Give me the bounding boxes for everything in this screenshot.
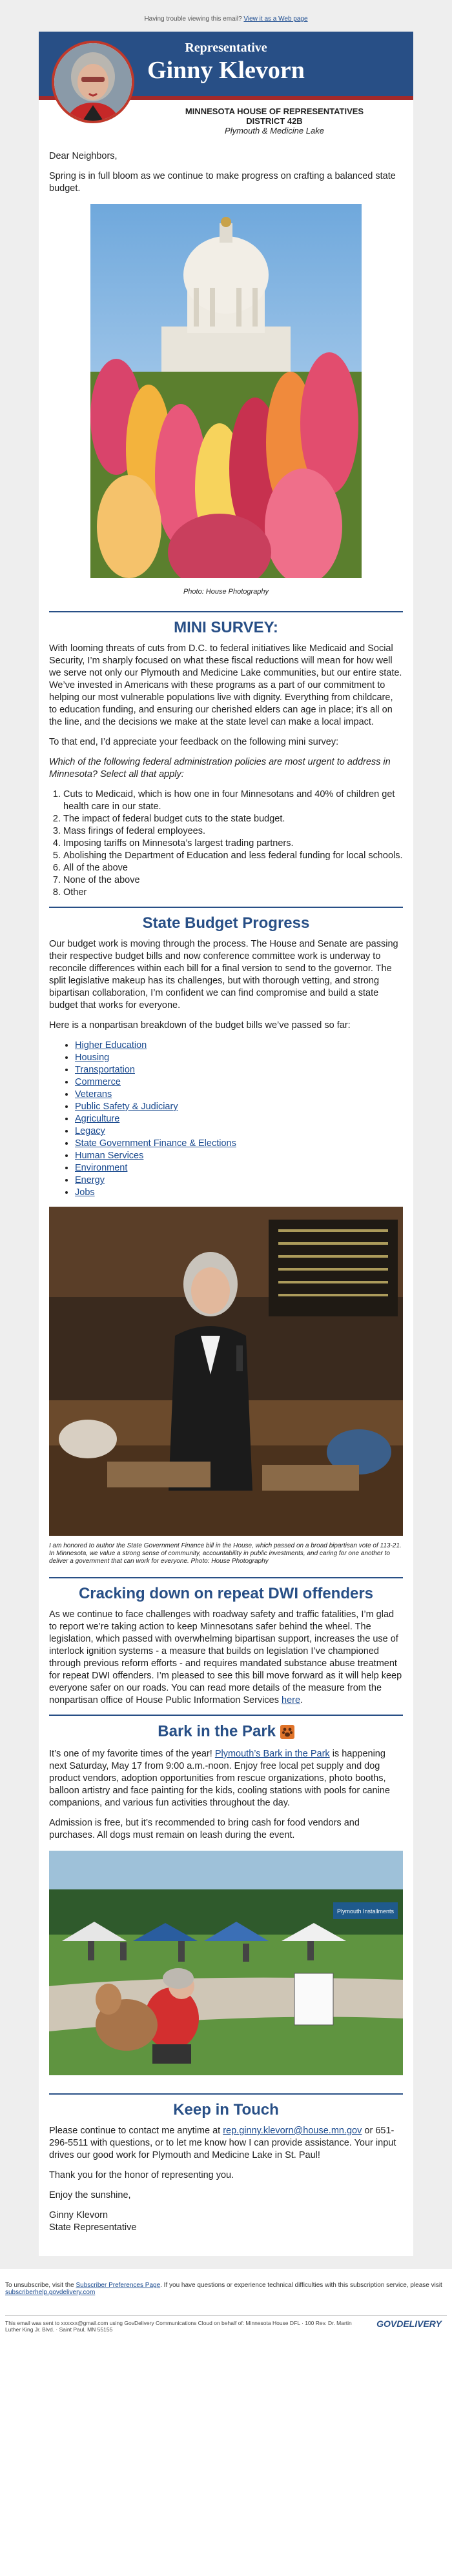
bill-link[interactable]: Human Services	[75, 1151, 144, 1161]
fine-print	[5, 2315, 447, 2333]
bark-in-the-park-photo	[49, 1851, 403, 2079]
dwi-paragraph	[49, 1609, 403, 1707]
event-sign-text: Plymouth Installments	[336, 1908, 395, 1915]
survey-question: Which of the following federal administration policies are most urgent to address in Minnesota? Select all that apply:	[49, 757, 391, 780]
survey-options	[49, 789, 403, 899]
subscriber-help-link[interactable]: subscriberhelp.govdelivery.com	[5, 2289, 96, 2296]
bark-in-the-park-link[interactable]: Plymouth’s Bark in the Park	[214, 1749, 330, 1759]
signature-title: State Representative	[49, 2222, 137, 2233]
contact-paragraph-start: Please continue to contact me anytime at	[49, 2126, 223, 2136]
budget-heading: State Budget Progress	[142, 914, 310, 932]
unsubscribe-end: . If you have questions or experience technical difficulties with this subscription service, please visit	[160, 2282, 442, 2289]
park-heading	[49, 1722, 403, 1740]
capitol-photo-caption: Photo: House Photography	[183, 588, 269, 596]
district-line-2: DISTRICT 42B	[246, 116, 303, 126]
park-paragraph-1	[49, 1748, 403, 1809]
header-name: Ginny Klevorn	[147, 57, 305, 84]
subscriber-preferences-link[interactable]: Subscriber Preferences Page	[76, 2282, 161, 2289]
fine-print-text: This email was sent to xxxxxx@gmail.com using GovDelivery Communications Cloud on behalf of: Minnesota House DFL · 100 Rev. Dr. Martin Luther King Jr. Blvd. · Saint Paul, MN 55155	[5, 2320, 352, 2333]
contact-paragraph	[49, 2125, 403, 2162]
survey-option: 8. Other	[63, 887, 403, 899]
bill-link[interactable]: Agriculture	[75, 1114, 120, 1124]
house-floor-photo	[49, 1207, 403, 1540]
paw-print-icon	[280, 1725, 294, 1739]
signature	[49, 2209, 403, 2234]
contact-heading: Keep in Touch	[173, 2101, 279, 2118]
dwi-here-link[interactable]: here	[282, 1695, 301, 1706]
budget-bill-list	[49, 1040, 403, 1199]
dwi-paragraph-text: As we continue to face challenges with roadway safety and traffic fatalities, I’m glad to report we’re taking action to keep Minnesotans safer behind the wheel. The legislation, which passed with overwhelming bipartisan support, increases the use of interlock ignition systems - a measure that builds on legislation I’ve championed through previous reform efforts - and requires mandated substance abuse treatment for repeat DWI offenders. I’m pleased to see this bill move forward as it will help keep everyone safer on our roads. You can read more details of the measure from the nonpartisan office of House Public Information Services	[49, 1609, 402, 1706]
contact-paragraph-end: or 651-296-5511 with questions, or to let me know how I can provide assistance. Your input drives our good work for Plymouth and Medicine Lake in St. Paul!	[49, 2126, 396, 2160]
bill-link[interactable]: Higher Education	[75, 1040, 147, 1051]
park-heading-text: Bark in the Park	[158, 1722, 276, 1740]
bill-link[interactable]: Jobs	[75, 1187, 95, 1198]
capitol-photo	[49, 204, 403, 582]
dwi-paragraph-end: .	[300, 1695, 303, 1706]
email-card	[39, 32, 413, 2256]
budget-paragraph-2: Here is a nonpartisan breakdown of the budget bills we’ve passed so far:	[49, 1020, 351, 1031]
survey-option: 1. Cuts to Medicaid, which is how one in four Minnesotans and 40% of children get health care in our state.	[63, 789, 403, 813]
park-paragraph-1-start: It’s one of my favorite times of the year!	[49, 1749, 215, 1759]
bill-link[interactable]: Public Safety & Judiciary	[75, 1102, 178, 1112]
view-web-link[interactable]: View it as a Web page	[243, 15, 308, 23]
intro-paragraph: Spring is in full bloom as we continue to make progress on crafting a balanced state budget.	[49, 171, 396, 194]
preheader-text: Having trouble viewing this email?	[144, 15, 244, 23]
header-banner	[39, 32, 413, 100]
survey-option: 6. All of the above	[63, 862, 403, 874]
header-title: Representative	[185, 41, 267, 55]
sunshine-line: Enjoy the sunshine,	[49, 2190, 131, 2200]
park-paragraph-2: Admission is free, but it’s recommended to bring cash for food vendors and purchases. All dogs must remain on leash during the event.	[49, 1818, 360, 1840]
bill-link[interactable]: Commerce	[75, 1077, 121, 1087]
park-paragraph-1-end: is happening next Saturday, May 17 from 9:00 a.m.-noon. Enjoy free local pet supply and dog product vendors, adoption opportunities from rescue organizations, photo booths, balloon artistry and face painting for the kids, cooling stations with pools for canine companions, and various fun activities throughout the day.	[49, 1749, 390, 1808]
survey-option: 5. Abolishing the Department of Education and less federal funding for local schools.	[63, 850, 403, 862]
house-floor-photo-caption: I am honored to author the State Government Finance bill in the House, which passed on a broad bipartisan vote of 113-21. In Minnesota, we value a strong sense of community, accountability in public investments, and caring for one another to deliver a government that can work for everyone. Photo: House Photography	[49, 1542, 402, 1565]
survey-paragraph-2: To that end, I’d appreciate your feedback on the following mini survey:	[49, 737, 339, 747]
divider	[49, 907, 403, 908]
survey-option: 3. Mass firings of federal employees.	[63, 825, 403, 838]
divider	[49, 1577, 403, 1578]
budget-paragraph-1: Our budget work is moving through the process. The House and Senate are passing their respective budget bills and now conference committee work is underway to reconcile differences within each bill for a final version to send to the governor. The split legislative makeup has its challenges, but with thorough vetting, and strong bipartisan collaboration, I’m confident we can find compromise and build a state budget that works for everyone.	[49, 939, 398, 1011]
email-footer	[0, 2269, 452, 2346]
district-line-3: Plymouth & Medicine Lake	[225, 126, 324, 136]
preheader	[0, 15, 452, 23]
survey-option: 2. The impact of federal budget cuts to the state budget.	[63, 813, 403, 825]
bill-link[interactable]: State Government Finance & Elections	[75, 1138, 236, 1149]
unsubscribe-start: To unsubscribe, visit the	[5, 2282, 76, 2289]
survey-option: 7. None of the above	[63, 874, 403, 887]
bill-link[interactable]: Transportation	[75, 1065, 135, 1075]
survey-paragraph-1: With looming threats of cuts from D.C. to federal initiatives like Medicaid and Social Security, I’m sharply focused on what these fiscal reductions will mean for how well we serve not only our Plymouth and Medicine Lake communities, but our entire state. We’ve invested in Americans with these programs as a part of our commitment to helping our most vulnerable populations live with dignity. Everything from childcare, to education funding, and ensuring our cherished elders can age in place; it’s all on the line, and the decisions we make at the state level can make a local impact.	[49, 643, 402, 727]
bill-link[interactable]: Legacy	[75, 1126, 105, 1136]
govdelivery-logo: GOVDELIVERY	[376, 2319, 442, 2329]
divider	[49, 1715, 403, 1716]
email-body	[39, 137, 413, 2256]
thanks-line: Thank you for the honor of representing you.	[49, 2170, 234, 2180]
survey-option: 4. Imposing tariffs on Minnesota’s largest trading partners.	[63, 838, 403, 850]
signature-name: Ginny Klevorn	[49, 2210, 108, 2220]
divider	[49, 2093, 403, 2095]
survey-heading: MINI SURVEY:	[174, 619, 278, 636]
bill-link[interactable]: Veterans	[75, 1089, 112, 1100]
bill-link[interactable]: Energy	[75, 1175, 105, 1185]
bill-link[interactable]: Environment	[75, 1163, 128, 1173]
bill-link[interactable]: Housing	[75, 1052, 110, 1063]
unsubscribe-text	[5, 2282, 447, 2296]
email-link[interactable]: rep.ginny.klevorn@house.mn.gov	[223, 2126, 362, 2136]
greeting: Dear Neighbors,	[49, 151, 118, 161]
district-line-1: MINNESOTA HOUSE OF REPRESENTATIVES	[185, 106, 364, 116]
divider	[49, 611, 403, 612]
dwi-heading: Cracking down on repeat DWI offenders	[78, 1585, 374, 1602]
